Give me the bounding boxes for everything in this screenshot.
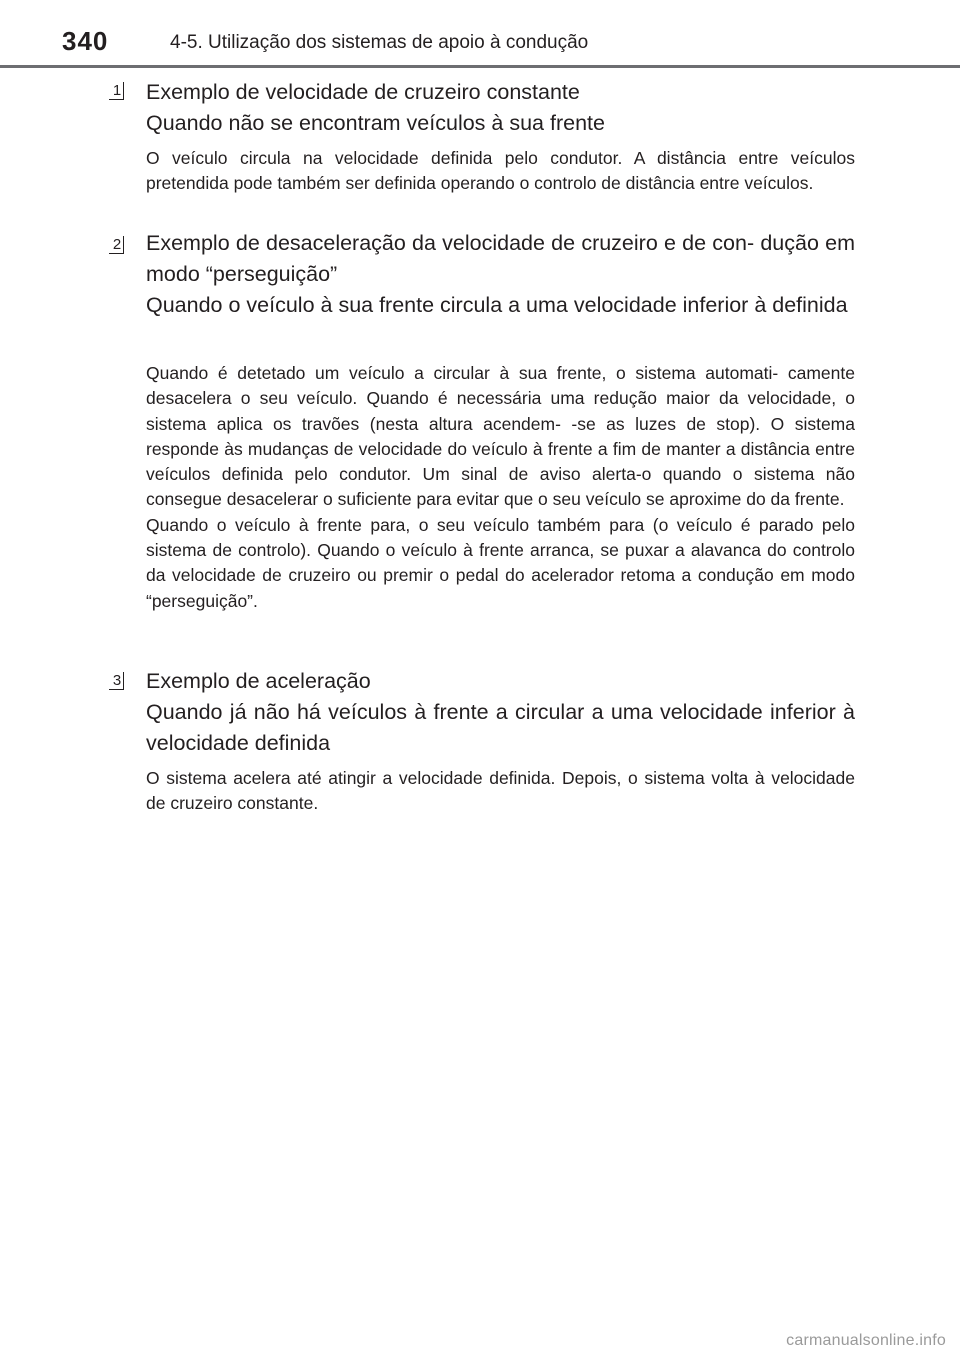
heading-line: Quando já não há veículos à frente a circular a uma velocidade inferior à velocidade definida [146,700,855,755]
header-divider [0,65,960,68]
heading-line: Exemplo de velocidade de cruzeiro constante [146,80,580,104]
body-paragraph: O sistema acelera até atingir a velocidade definida. Depois, o sistema volta à velocidade de cruzeiro constante. [146,768,855,814]
heading-line: Quando não se encontram veículos à sua frente [146,111,605,135]
heading-line: Exemplo de aceleração [146,669,371,693]
item-number-badge: 3 [110,672,124,690]
heading-line: Exemplo de desaceleração da velocidade de cruzeiro e de con- dução em modo “perseguição” [146,231,855,286]
page-number: 340 [62,26,109,56]
body-paragraph: O veículo circula na velocidade definida pelo condutor. A distância entre veículos pretendida pode também ser definida operando o controlo de distância entre veículos. [146,148,855,194]
item-body [146,766,855,817]
item-heading [146,77,855,139]
body-paragraph: Quando o veículo à frente para, o seu veículo também para (o veículo é parado pelo sistema de controlo). Quando o veículo à frente arranca, se puxar a alavanca do controlo da velocidade de cruzeiro ou premir o pedal do acelerador retoma a condução em modo “perseguição”. [146,514,855,611]
watermark-link[interactable]: carmanualsonline.info [786,1332,946,1349]
item-number-badge: 2 [110,236,124,254]
heading-line: Quando o veículo à sua frente circula a uma velocidade inferior à definida [146,293,848,317]
item-number-badge: 1 [110,82,124,100]
section-title: 4-5. Utilização dos sistemas de apoio à condução [170,32,589,53]
body-paragraph: Quando é detetado um veículo a circular à sua frente, o sistema automati- camente desacelera o seu veículo. Quando é necessária uma redução maior da velocidade, o sistema aplica os travões (nesta altura acendem- -se as luzes de stop). O sistema responde às mudanças de velocidade do veículo à frente a fim de manter a distância entre veículos definida pelo condutor. Um sinal de aviso alerta-o quando o sistema não consegue desacelerar o suficiente para evitar que o seu veículo se aproxime do da frente. [146,363,855,510]
item-body [146,146,855,197]
page-header [0,0,960,70]
item-heading [146,666,855,759]
item-body [146,361,855,614]
item-heading [146,228,855,321]
